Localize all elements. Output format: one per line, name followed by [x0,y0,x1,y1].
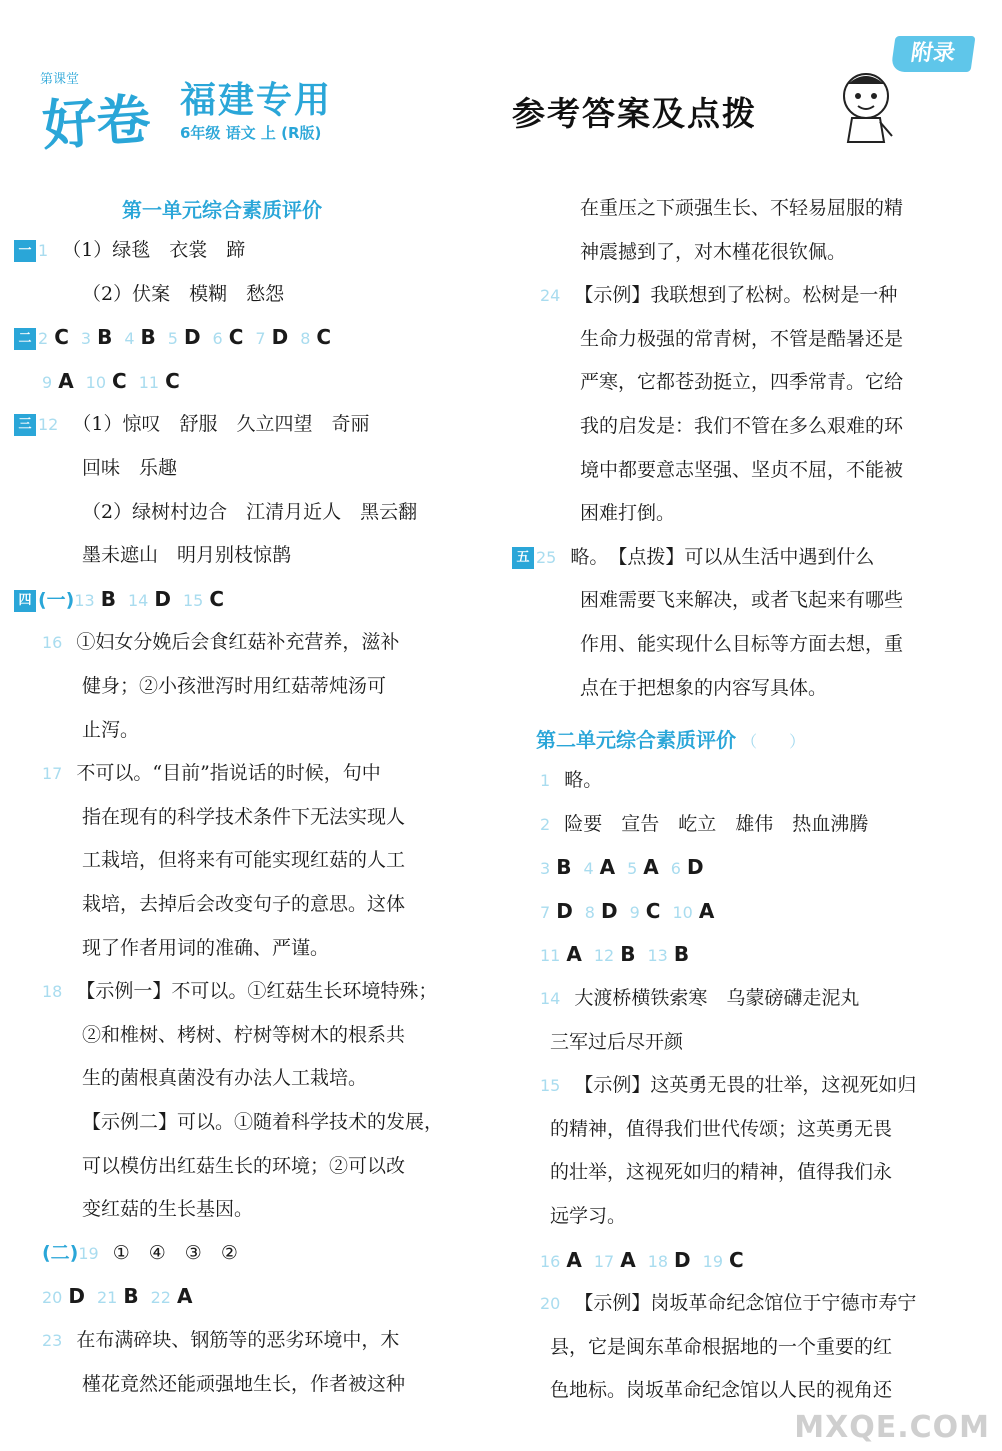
question-number: 3 [540,859,551,879]
choice-answer: B [100,586,116,611]
answer-line [82,1066,367,1090]
question-number: 19 [78,1243,99,1263]
question-number: 22 [150,1288,171,1308]
answer-text: 可以模仿出红菇生长的环境；②可以改 [82,1154,406,1177]
section-badge: 三 [14,414,36,436]
answer-line [82,1154,405,1178]
question-number: 4 [124,329,135,349]
answer-line [82,848,405,872]
answer-text: 略。 【点拨】可以从生活中遇到什么 [570,545,875,568]
answer-line [82,936,329,960]
question-number: 20 [42,1288,63,1308]
answer-text: ① ④ ③ ② [112,1241,238,1264]
answer-line [42,979,437,1004]
answer-text: （1）惊叹 舒服 久立四望 奇丽 [72,413,370,436]
question-number: 20 [540,1294,561,1314]
choice-answer: A [620,1247,636,1272]
answer-text: 严寒，它都苍劲挺立，四季常青。它给 [580,371,904,394]
answer-line [540,1073,916,1098]
answer-line [540,768,602,793]
answer-text: ①妇女分娩后会食红菇补充营养，滋补 [76,631,400,654]
choice-answer: A [698,898,715,923]
question-number: 9 [42,372,53,392]
brand-title: 福建专用 [180,80,333,121]
answer-line [580,240,846,264]
answer-line [540,986,859,1011]
answer-line [540,1248,756,1274]
question-number: 19 [702,1251,724,1271]
question-number: 3 [80,329,92,349]
answer-line [580,458,903,482]
question-number: 15 [540,1076,561,1096]
choice-answer: D [68,1284,85,1309]
choice-answer: C [165,368,180,393]
choice-answer: D [271,325,289,350]
answer-text: 县，它是闽东革命根据地的一个重要的红 [550,1335,893,1358]
answer-line [42,1241,238,1266]
answer-line [14,587,236,613]
choice-answer: B [140,325,156,350]
choice-answer: A [643,855,659,880]
answer-text: （2）绿树村边合 江清月近人 黑云翻 [82,500,418,523]
answer-text: 现了作者用词的准确、严谨。 [82,936,330,959]
question-number: 14 [127,590,149,610]
question-number: 7 [540,902,551,922]
answer-line [550,1160,892,1184]
answer-line [540,855,716,881]
answer-line [82,674,386,698]
answer-line [82,456,177,480]
answer-line [540,812,868,837]
answer-text: 回味 乐趣 [82,457,178,479]
choice-answer: B [123,1284,139,1309]
answer-text: 作用、能实现什么目标等方面去想，重 [580,633,904,655]
question-number: 10 [672,902,693,922]
page-title: 参考答案及点拨 [512,94,757,133]
question-number: 12 [593,946,615,966]
choice-answer: B [673,942,690,967]
answer-line [580,327,903,351]
question-number: 11 [540,946,561,966]
answer-line [42,630,399,655]
section-badge: 一 [14,240,36,262]
answer-text: 墨未遮山 明月别枝惊鹊 [82,544,292,567]
answer-line [42,1284,204,1310]
answer-line [580,501,675,525]
choice-answer: D [686,855,704,880]
question-number: 15 [182,590,204,610]
choice-answer: C [228,325,244,350]
answer-line [82,892,405,916]
answer-text: 远学习。 [550,1205,627,1227]
answer-line [550,1117,892,1141]
choice-answer: D [183,325,201,350]
section-badge: 五 [512,547,534,569]
answer-text: 色地标。岗坂革命纪念馆以人民的视角还 [550,1379,893,1402]
answer-text: 健身；②小孩泄泻时用红菇蒂炖汤可 [82,675,387,697]
choice-answer: B [556,855,572,880]
choice-answer: C [54,325,69,350]
answer-text: 在重压之下顽强生长、不轻易屈服的精 [580,197,904,219]
answer-text: （2）伏案 模糊 愁怨 [82,282,285,305]
question-number: 12 [38,415,59,435]
question-number: 7 [255,329,266,349]
logo-small-text: 第课堂 [40,72,80,87]
choice-answer: D [556,898,573,923]
question-number: 24 [540,286,561,306]
answer-text: 生的菌根真菌没有办法人工栽培。 [82,1067,368,1090]
question-number: 17 [42,764,63,784]
answer-text: ②和椎树、栲树、柠树等树木的根系共 [82,1023,406,1046]
question-number: 1 [38,241,49,260]
question-number: 21 [96,1288,118,1308]
answer-text: 指在现有的科学技术条件下无法实现人 [82,805,406,828]
answer-text: 止泻。 [82,718,140,741]
answer-line [82,543,291,567]
answer-text: 境中都要意志坚强、坚贞不屈，不能被 [580,458,904,481]
choice-answer: B [97,325,113,350]
mascot-icon [838,70,894,144]
question-number: 5 [627,859,638,879]
answer-line [82,1023,405,1047]
appendix-tab: 附录 [890,36,975,72]
answer-line [14,325,343,351]
choice-answer: A [566,1247,582,1272]
question-number: 1 [540,771,551,790]
question-number: 14 [540,989,561,1008]
answer-text: 【示例】我联想到了松树。松树是一种 [574,284,898,307]
choice-answer: C [316,325,332,350]
section-badge: 四 [14,590,36,612]
answer-text: 困难打倒。 [580,502,676,525]
choice-answer: A [58,368,74,393]
question-number: 23 [42,1331,63,1350]
question-number: 8 [300,329,311,349]
answer-text: 的精神，值得我们世代传颂；这英勇无畏 [550,1117,893,1140]
answer-line [540,899,726,925]
question-number: 18 [647,1251,669,1271]
answer-text: 不可以。“目前”指说话的时候，句中 [76,762,381,785]
answer-text: 【示例】这英勇无畏的壮举，这视死如归 [574,1074,917,1097]
choice-answer: C [112,368,127,393]
question-number: 25 [536,547,557,567]
answer-text: 的壮举，这视死如归的精神，值得我们永 [550,1161,893,1184]
choice-answer: D [674,1247,691,1272]
question-number: 13 [74,590,95,610]
answer-line [540,942,701,968]
answer-text: 工栽培，但将来有可能实现红菇的人工 [82,849,406,872]
answer-line [512,545,874,570]
question-number: 6 [670,859,681,879]
answer-line [580,588,903,612]
choice-answer: A [599,855,616,880]
answer-text: 栽培，去掉后会改变句子的意思。这体 [82,893,406,915]
answer-text: 险要 宣告 屹立 雄伟 热血沸腾 [564,812,869,835]
answer-line [580,632,903,656]
answer-line [82,718,139,742]
answer-text: 变红菇的生长基因。 [82,1198,254,1221]
choice-answer: D [154,586,171,611]
answer-line [14,412,369,437]
section-title-unit2: 第二单元综合素质评价 [536,728,736,752]
question-number: 16 [42,633,63,653]
choice-answer: D [600,898,618,923]
watermark: MXQE.COM [794,1410,990,1445]
subpart-label: (一) [38,588,75,611]
section-title-unit1: 第一单元综合素质评价 [122,198,322,222]
answer-line [550,1204,626,1228]
answer-line [580,370,903,394]
answer-line [42,369,192,395]
question-number: 4 [583,859,594,879]
section-title-unit2-sub: （ ） [741,732,806,751]
answer-text: 大渡桥横铁索寒 乌蒙磅礴走泥丸 [574,987,860,1009]
answer-line [82,805,405,829]
choice-answer: C [645,898,661,923]
question-number: 9 [629,902,640,922]
answer-line [42,761,381,786]
answer-text: 槿花竟然还能顽强地生长，作者被这种 [82,1372,406,1395]
section-title-unit2-wrap [536,724,805,753]
answer-line [540,1291,916,1316]
brand-subtitle: 6年级 语文 上 (R版) [180,124,322,142]
question-number: 11 [138,372,160,392]
answer-text: 略。 [564,769,603,791]
answer-line [580,196,903,220]
question-number: 6 [212,329,223,349]
answer-text: 困难需要飞来解决，或者飞起来有哪些 [580,589,904,612]
question-number: 8 [584,902,595,922]
section-badge: 二 [14,328,36,350]
choice-answer: C [209,586,224,611]
answer-line [550,1335,892,1359]
answer-text: 神震撼到了，对木槿花很钦佩。 [580,240,847,263]
answer-text: 在布满碎块、钢筋等的恶劣环境中，木 [76,1329,400,1351]
answer-text: 生命力极强的常青树，不管是酷暑还是 [580,327,904,350]
question-number: 13 [647,946,668,966]
choice-answer: B [620,942,636,967]
answer-text: 三军过后尽开颜 [550,1030,684,1053]
choice-answer: A [566,942,582,967]
answer-line [82,282,284,306]
answer-line [550,1030,683,1054]
question-number: 10 [85,372,107,392]
question-number: 5 [167,329,178,349]
answer-line [82,1110,443,1134]
subpart-label: (二) [42,1241,79,1264]
question-number: 18 [42,982,63,1002]
answer-text: 【示例二】可以。①随着科学技术的发展， [82,1111,444,1133]
answer-text: 我的启发是：我们不管在多么艰难的环 [580,415,904,437]
question-number: 17 [593,1251,615,1271]
answer-line [82,500,417,524]
choice-answer: A [176,1284,193,1309]
answer-line [580,676,827,700]
answer-line [82,1372,405,1396]
answer-text: 【示例一】不可以。①红菇生长环境特殊； [76,980,438,1003]
question-number: 2 [540,814,551,834]
answer-line [82,1197,253,1221]
answer-line [540,283,897,308]
answer-text: （1）绿毯 衣裳 蹄 [62,239,246,261]
answer-line [580,414,903,438]
question-number: 16 [540,1251,561,1271]
question-number: 2 [38,329,49,349]
choice-answer: C [729,1247,744,1272]
logo: 好卷 [40,87,153,158]
answer-line [14,238,245,263]
answer-text: 点在于把想象的内容写具体。 [580,676,828,699]
answer-line [42,1328,399,1353]
answer-line [550,1378,892,1402]
answer-text: 【示例】岗坂革命纪念馆位于宁德市寿宁 [574,1292,917,1315]
